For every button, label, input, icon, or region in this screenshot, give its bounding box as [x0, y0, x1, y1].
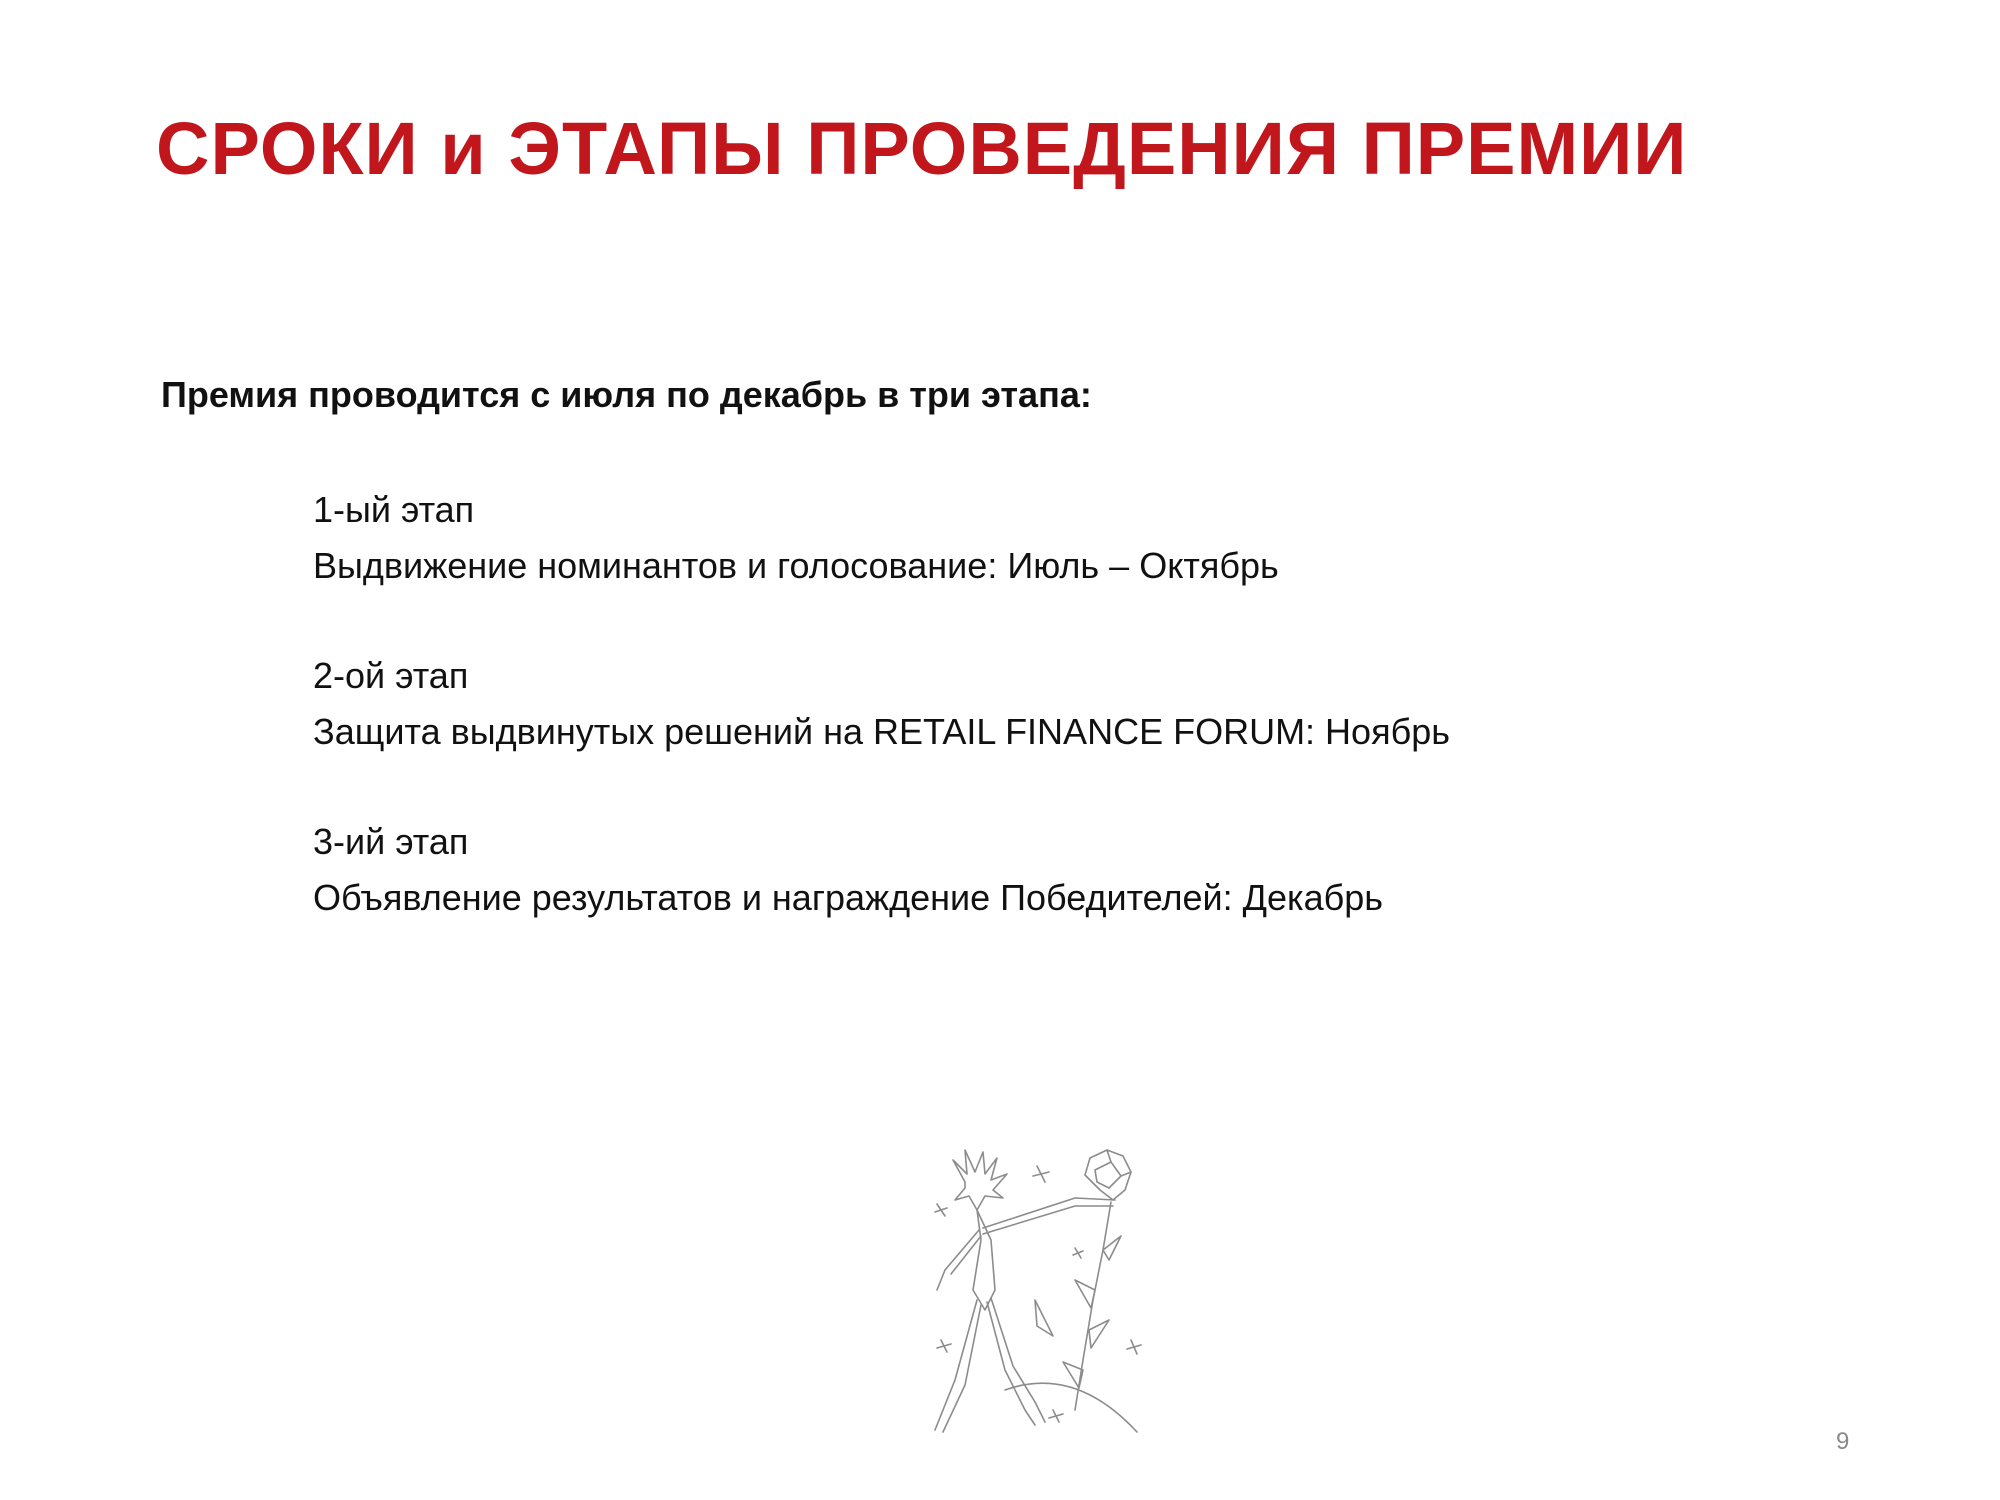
- stage-1: [313, 482, 1450, 594]
- stage-description: Объявление результатов и награждение Победителей: Декабрь: [313, 877, 1383, 918]
- slide-title: СРОКИ и ЭТАПЫ ПРОВЕДЕНИЯ ПРЕМИИ: [156, 107, 1688, 190]
- sketch-illustration: [925, 1140, 1150, 1440]
- stages-list: [313, 482, 1450, 980]
- stage-label: 3-ий этап: [313, 821, 469, 862]
- intro-text: Премия проводится с июля по декабрь в три этапа:: [161, 374, 1092, 415]
- stage-3: [313, 814, 1450, 926]
- stage-label: 2-ой этап: [313, 655, 469, 696]
- stage-description: Защита выдвинутых решений на RETAIL FINANCE FORUM: Ноябрь: [313, 711, 1450, 752]
- stage-label: 1-ый этап: [313, 489, 475, 530]
- stage-2: [313, 648, 1450, 760]
- page-number: 9: [1836, 1428, 1850, 1455]
- stage-description: Выдвижение номинантов и голосование: Июль – Октябрь: [313, 545, 1279, 586]
